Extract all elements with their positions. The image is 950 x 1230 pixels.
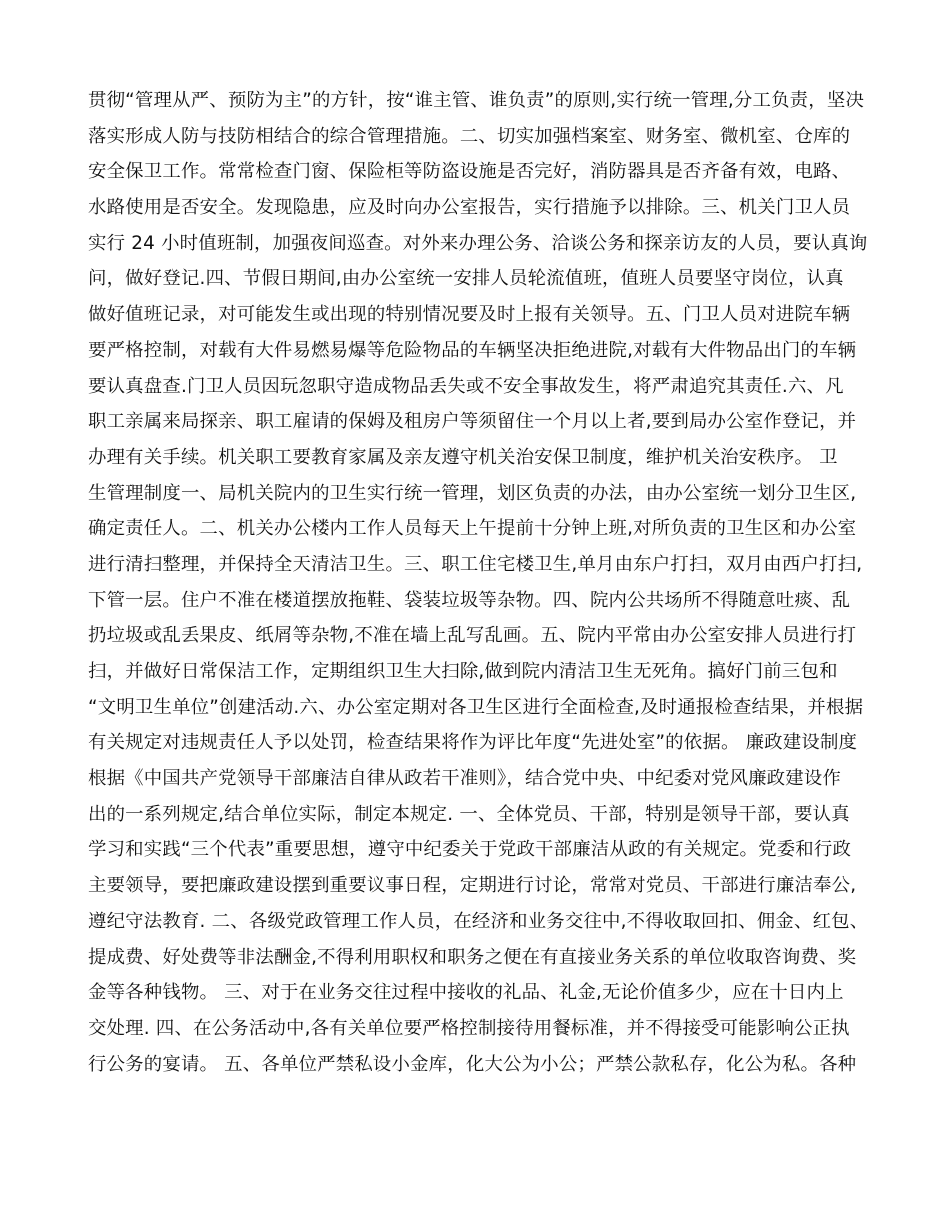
text-line: 职工亲属来局探亲、职工雇请的保姆及租房户等须留住一个月以上者,要到局办公室作登记，并: [88, 411, 857, 433]
text-line: 安全保卫工作。常常检查门窗、保险柜等防盗设施是否完好，消防器具是否齐备有效，电路、: [88, 161, 851, 183]
text-line: 遵纪守法教育. 二、各级党政管理工作人员，在经济和业务交往中,不得收取回扣、佣金、红包、: [88, 910, 868, 932]
text-line: 金等各种钱物。 三、对于在业务交往过程中接收的礼品、礼金,无论价值多少，应在十日内上: [88, 982, 844, 1004]
text-line: 下管一层。住户不准在楼道摆放拖鞋、袋装垃圾等杂物。四、院内公共场所不得随意吐痰、乱: [88, 589, 851, 611]
text-line: 扫，并做好日常保洁工作，定期组织卫生大扫除,做到院内清洁卫生无死角。搞好门前三包和: [88, 661, 838, 682]
text-line: 进行清扫整理，并保持全天清洁卫生。三、职工住宅楼卫生,单月由东户打扫，双月由西户打扫,: [88, 553, 863, 575]
text-line: 落实形成人防与技防相结合的综合管理措施。二、切实加强档案室、财务室、微机室、仓库的: [88, 125, 851, 147]
text-line: 扔垃圾或乱丢果皮、纸屑等杂物,不准在墙上乱写乱画。五、院内平常由办公室安排人员进行打: [88, 625, 857, 647]
text-line: 要严格控制，对载有大件易燃易爆等危险物品的车辆坚决拒绝进院,对载有大件物品出门的车辆: [88, 339, 857, 361]
text-line: 确定责任人。二、机关办公楼内工作人员每天上午提前十分钟上班,对所负责的卫生区和办公室: [88, 518, 857, 540]
text-line: 学习和实践“三个代表”重要思想，遵守中纪委关于党政干部廉洁从政的有关规定。党委和行政: [88, 839, 852, 861]
text-line: 贯彻“管理从严、预防为主”的方针，按“谁主管、谁负责”的原则,实行统一管理,分工负责，坚决: [88, 90, 865, 111]
text-line: 实行 24 小时值班制，加强夜间巡查。对外来办理公务、洽谈公务和探亲访友的人员，要认真询: [88, 232, 868, 254]
text-line: 问，做好登记.四、节假日期间,由办公室统一安排人员轮流值班，值班人员要坚守岗位，认真: [88, 268, 844, 290]
text-line: 根据《中国共产党领导干部廉洁自律从政若干准则》，结合党中央、中纪委对党风廉政建设作: [88, 768, 842, 790]
document-body: [88, 83, 868, 1082]
text-line: 提成费、好处费等非法酬金,不得利用职权和职务之便在有直接业务关系的单位收取咨询费、奖: [88, 946, 857, 968]
text-line: 主要领导，要把廉政建设摆到重要议事日程，定期进行讨论，常常对党员、干部进行廉洁奉公,: [88, 875, 857, 897]
text-line: 出的一系列规定,结合单位实际，制定本规定. 一、全体党员、干部，特别是领导干部，要认真: [88, 803, 850, 825]
text-line: 交处理. 四、在公务活动中,各有关单位要严格控制接待用餐标准，并不得接受可能影响公正执: [88, 1017, 850, 1039]
text-line: “文明卫生单位”创建活动.六、办公室定期对各卫生区进行全面检查,及时通报检查结果，并根据: [88, 696, 864, 718]
text-line: 做好值班记录，对可能发生或出现的特别情况要及时上报有关领导。五、门卫人员对进院车辆: [88, 304, 851, 326]
text-line: 生管理制度一、局机关院内的卫生实行统一管理，划区负责的办法，由办公室统一划分卫生区,: [88, 482, 857, 504]
text-line: 办理有关手续。机关职工要教育家属及亲友遵守机关治安保卫制度，维护机关治安秩序。 卫: [88, 446, 838, 468]
text-line: 要认真盘查.门卫人员因玩忽职守造成物品丢失或不安全事故发生，将严肃追究其责任.六、凡: [88, 375, 844, 397]
text-line: 有关规定对违规责任人予以处罚，检查结果将作为评比年度“先进处室”的依据。 廉政建设制度: [88, 732, 858, 754]
text-line: 水路使用是否安全。发现隐患，应及时向办公室报告，实行措施予以排除。三、机关门卫人员: [88, 197, 851, 219]
text-line: 行公务的宴请。 五、各单位严禁私设小金库，化大公为小公；严禁公款私存，化公为私。各种: [88, 1053, 857, 1075]
